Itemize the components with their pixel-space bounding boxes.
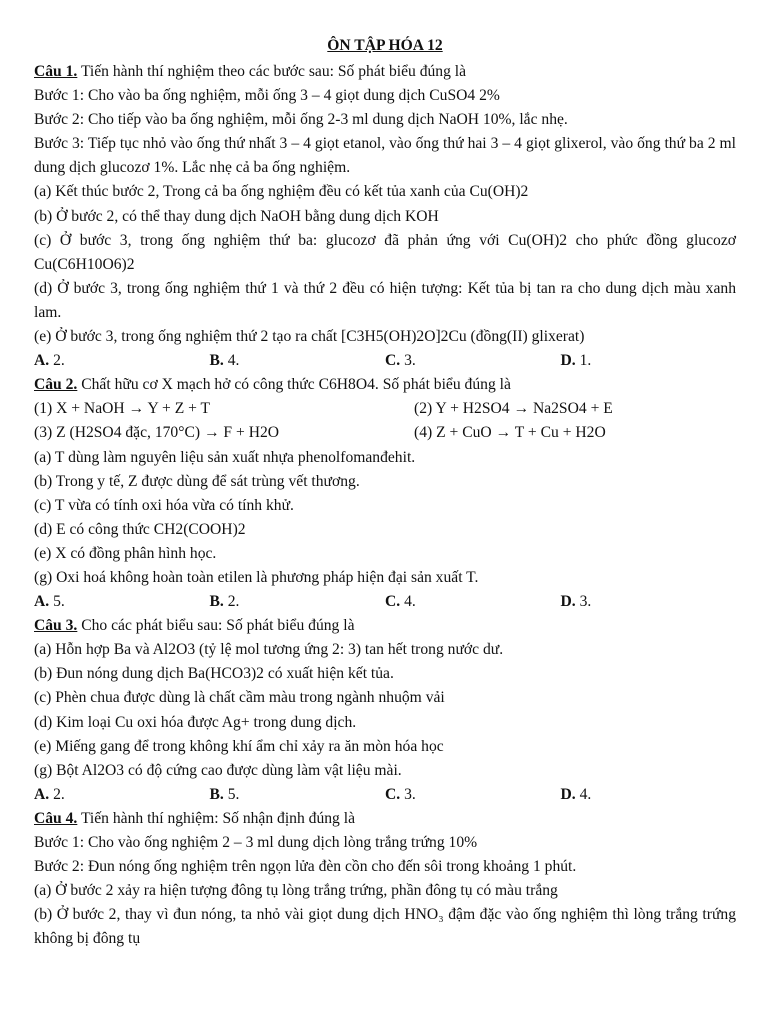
q3-statement-c: (c) Phèn chua được dùng là chất cầm màu trong ngành nhuộm vải [34, 689, 445, 707]
question-3-label: Câu 3. [34, 617, 78, 635]
q2-statement-a: (a) T dùng làm nguyên liệu sản xuất nhựa phenolfomanđehit. [34, 448, 416, 466]
q3-option-a: A. 2. [34, 785, 65, 803]
question-3 [34, 614, 736, 807]
q1-answer-options [34, 349, 736, 373]
question-4 [34, 807, 736, 952]
question-3-text: Cho các phát biểu sau: Số phát biểu đúng là [77, 617, 355, 635]
question-3-header [34, 614, 736, 638]
q2-option-c: C. 4. [385, 593, 416, 611]
q1-step-1: Bước 1: Cho vào ba ống nghiệm, mỗi ống 3 – 4 giọt dung dịch CuSO4 2% [34, 87, 500, 105]
q1-step-2: Bước 2: Cho tiếp vào ba ống nghiệm, mỗi ống 2-3 ml dung dịch NaOH 10%, lắc nhẹ. [34, 111, 568, 129]
q2-statement-c: (c) T vừa có tính oxi hóa vừa có tính khử. [34, 496, 294, 514]
q3-statement-d: (d) Kim loại Cu oxi hóa được Ag+ trong dung dịch. [34, 713, 357, 731]
q2-answer-options [34, 590, 736, 614]
q2-statement-e: (e) X có đồng phân hình học. [34, 544, 217, 562]
q2-reaction-2: (2) Y + H2SO4 → Na2SO4 + E [414, 400, 613, 418]
q1-option-a: A. 2. [34, 352, 65, 370]
q4-statement-a: (a) Ở bước 2 xảy ra hiện tượng đông tụ lòng trắng trứng, phần đông tụ có màu trắng [34, 882, 558, 900]
question-1 [34, 60, 736, 373]
q1-statement-a: (a) Kết thúc bước 2, Trong cả ba ống nghiệm đều có kết tủa xanh của Cu(OH)2 [34, 183, 529, 201]
q1-statement-b: (b) Ở bước 2, có thể thay dung dịch NaOH bằng dung dịch KOH [34, 207, 439, 225]
q3-statement-b: (b) Đun nóng dung dịch Ba(HCO3)2 có xuất hiện kết tủa. [34, 665, 394, 683]
q3-statement-e: (e) Miếng gang để trong không khí ẩm chỉ xảy ra ăn mòn hóa học [34, 737, 444, 755]
page-title: ÔN TẬP HÓA 12 [327, 37, 443, 54]
q1-statement-c: (c) Ở bước 3, trong ống nghiệm thứ ba: glucozơ đã phản ứng với Cu(OH)2 cho phức đồng glucozơ Cu(C6H10O6)2 [34, 231, 736, 273]
q1-option-c: C. 3. [385, 352, 416, 370]
q1-statement-d: (d) Ở bước 3, trong ống nghiệm thứ 1 và thứ 2 đều có hiện tượng: Kết tủa bị tan ra cho dung dịch màu xanh lam. [34, 279, 736, 321]
q1-statement-e: (e) Ở bước 3, trong ống nghiệm thứ 2 tạo ra chất [C3H5(OH)2O]2Cu (đồng(II) glixerat) [34, 328, 585, 346]
q2-reaction-1: (1) X + NaOH → Y + Z + T [34, 400, 211, 418]
question-4-header [34, 807, 736, 831]
q2-reaction-3: (3) Z (H2SO4 đặc, 170°C) → F + H2O [34, 424, 280, 442]
q4-step-1: Bước 1: Cho vào ống nghiệm 2 – 3 ml dung dịch lòng trắng trứng 10% [34, 834, 478, 851]
q2-reaction-4: (4) Z + CuO → T + Cu + H2O [414, 424, 606, 442]
q3-option-c: C. 3. [385, 785, 416, 803]
q3-statement-a: (a) Hỗn hợp Ba và Al2O3 (tỷ lệ mol tương ứng 2: 3) tan hết trong nước dư. [34, 641, 504, 659]
q2-option-a: A. 5. [34, 593, 65, 611]
q3-statement-g: (g) Bột Al2O3 có độ cứng cao được dùng làm vật liệu mài. [34, 761, 402, 779]
q2-reaction-row-2 [34, 421, 736, 445]
q2-reaction-row-1 [34, 397, 736, 421]
q1-step-3: Bước 3: Tiếp tục nhỏ vào ống thứ nhất 3 – 4 giọt etanol, vào ống thứ hai 3 – 4 giọt glixerol, vào ống thứ ba 2 ml dung dịch glucozơ 1%. Lắc nhẹ cả ba ống nghiệm. [34, 135, 736, 177]
q2-statement-g: (g) Oxi hoá không hoàn toàn etilen là phương pháp hiện đại sản xuất T. [34, 568, 479, 586]
question-2-header [34, 373, 736, 397]
question-2 [34, 373, 736, 614]
q2-option-b: B. 2. [209, 593, 240, 611]
q4-step-2: Bước 2: Đun nóng ống nghiệm trên ngọn lửa đèn cồn cho đến sôi trong khoảng 1 phút. [34, 858, 577, 876]
question-1-header [34, 60, 736, 84]
question-1-text: Tiến hành thí nghiệm theo các bước sau: Số phát biểu đúng là [77, 63, 467, 80]
question-1-label: Câu 1. [34, 63, 78, 80]
q4-statement-b: (b) Ở bước 2, thay vì đun nóng, ta nhỏ vài giọt dung dịch HNO₃ đậm đặc vào ống nghiệm thì lòng trắng trứng không bị đông tụ [34, 906, 736, 948]
question-4-label: Câu 4. [34, 809, 78, 827]
q2-statement-d: (d) E có công thức CH2(COOH)2 [34, 520, 246, 538]
q3-option-d: D. 4. [560, 785, 592, 803]
q1-option-d: D. 1. [560, 352, 592, 370]
q2-statement-b: (b) Trong y tế, Z được dùng để sát trùng vết thương. [34, 472, 360, 490]
question-2-text: Chất hữu cơ X mạch hở có công thức C6H8O4. Số phát biểu đúng là [77, 376, 511, 394]
q1-option-b: B. 4. [209, 352, 240, 370]
q2-option-d: D. 3. [560, 593, 592, 611]
q3-option-b: B. 5. [209, 785, 240, 803]
question-2-label: Câu 2. [34, 376, 78, 394]
question-4-text: Tiến hành thí nghiệm: Số nhận định đúng là [77, 809, 355, 827]
q3-answer-options [34, 783, 736, 807]
